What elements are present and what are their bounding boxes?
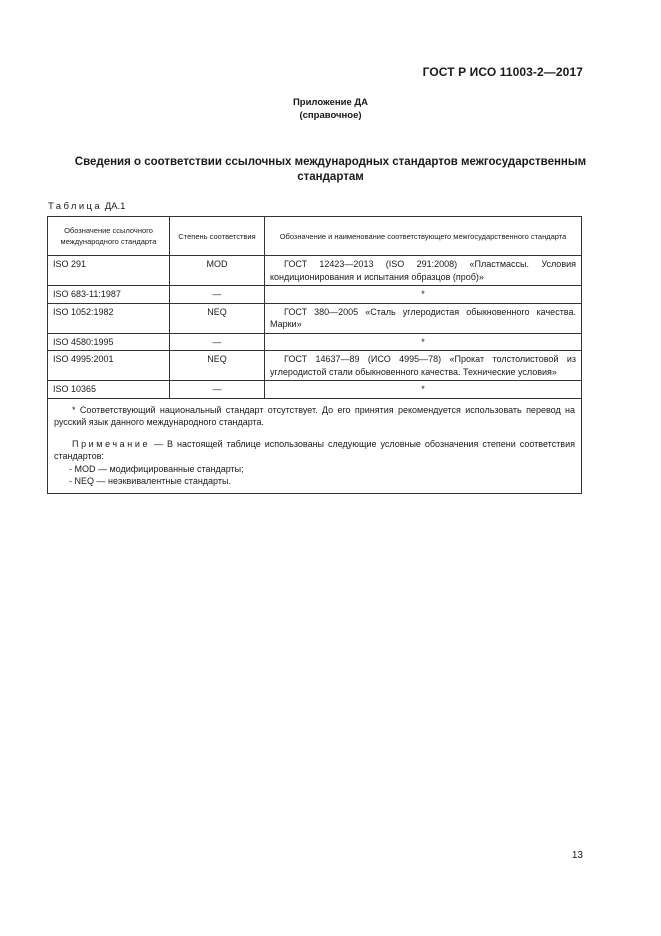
note-paragraph — [54, 438, 575, 463]
cell-description: ГОСТ 12423—2013 (ISO 291:2008) «Пластмассы. Условия кондиционирования и испытания образцов (проб)» — [265, 256, 582, 286]
cell-degree: MOD — [170, 256, 265, 286]
table-row — [48, 333, 582, 351]
section-title: Сведения о соответствии ссылочных международных стандартов межгосударственным стандартам — [74, 156, 587, 183]
page-number: 13 — [571, 850, 583, 861]
cell-degree: — — [170, 333, 265, 351]
cell-description: * — [265, 286, 582, 304]
table-notes — [48, 398, 582, 493]
note-label: Примечание — [72, 438, 151, 449]
cell-description: ГОСТ 14637—89 (ИСО 4995—78) «Прокат толстолистовой из углеродистой стали обыкновенного качества. Технические условия» — [265, 351, 582, 381]
note-item: - NEQ — неэквивалентные стандарты. — [69, 476, 231, 486]
table-caption-number: ДА.1 — [104, 201, 126, 212]
document-id: ГОСТ Р ИСО 11003-2—2017 — [422, 65, 583, 79]
header-degree: Степень соответствия — [170, 217, 265, 256]
cell-standard: ISO 4995:2001 — [48, 351, 170, 381]
cell-description: * — [265, 333, 582, 351]
note-item: - MOD — модифицированные стандарты; — [69, 463, 244, 474]
footnote: * Соответствующий национальный стандарт отсутствует. До его принятия рекомендуется использовать перевод на русский язык данного международного стандарта. — [54, 404, 575, 427]
cell-standard: ISO 1052:1982 — [48, 303, 170, 333]
annex-subtitle: (справочное) — [299, 110, 362, 121]
table-caption-word: Таблица — [48, 201, 103, 212]
cell-description: * — [265, 381, 582, 399]
header-standard: Обозначение ссылочного международного стандарта — [48, 217, 170, 256]
correspondence-table — [47, 216, 582, 494]
table-row — [48, 286, 582, 304]
note-text: — В настоящей таблице использованы следующие условные обозначения степени соответствия стандартов: — [54, 438, 575, 461]
table-row — [48, 303, 582, 333]
header-description: Обозначение и наименование соответствующего межгосударственного стандарта — [265, 217, 582, 256]
cell-standard: ISO 683-11:1987 — [48, 286, 170, 304]
cell-description: ГОСТ 380—2005 «Сталь углеродистая обыкновенного качества. Марки» — [265, 303, 582, 333]
cell-degree: NEQ — [170, 303, 265, 333]
table-row — [48, 381, 582, 399]
table-row — [48, 256, 582, 286]
cell-degree: NEQ — [170, 351, 265, 381]
cell-standard: ISO 10365 — [48, 381, 170, 399]
table-caption — [48, 201, 125, 212]
cell-degree: — — [170, 381, 265, 399]
annex-heading — [0, 96, 661, 122]
cell-standard: ISO 4580:1995 — [48, 333, 170, 351]
table-notes-row — [48, 398, 582, 493]
cell-degree: — — [170, 286, 265, 304]
table-header-row — [48, 217, 582, 256]
annex-title: Приложение ДА — [292, 97, 369, 108]
table-row — [48, 351, 582, 381]
cell-standard: ISO 291 — [48, 256, 170, 286]
